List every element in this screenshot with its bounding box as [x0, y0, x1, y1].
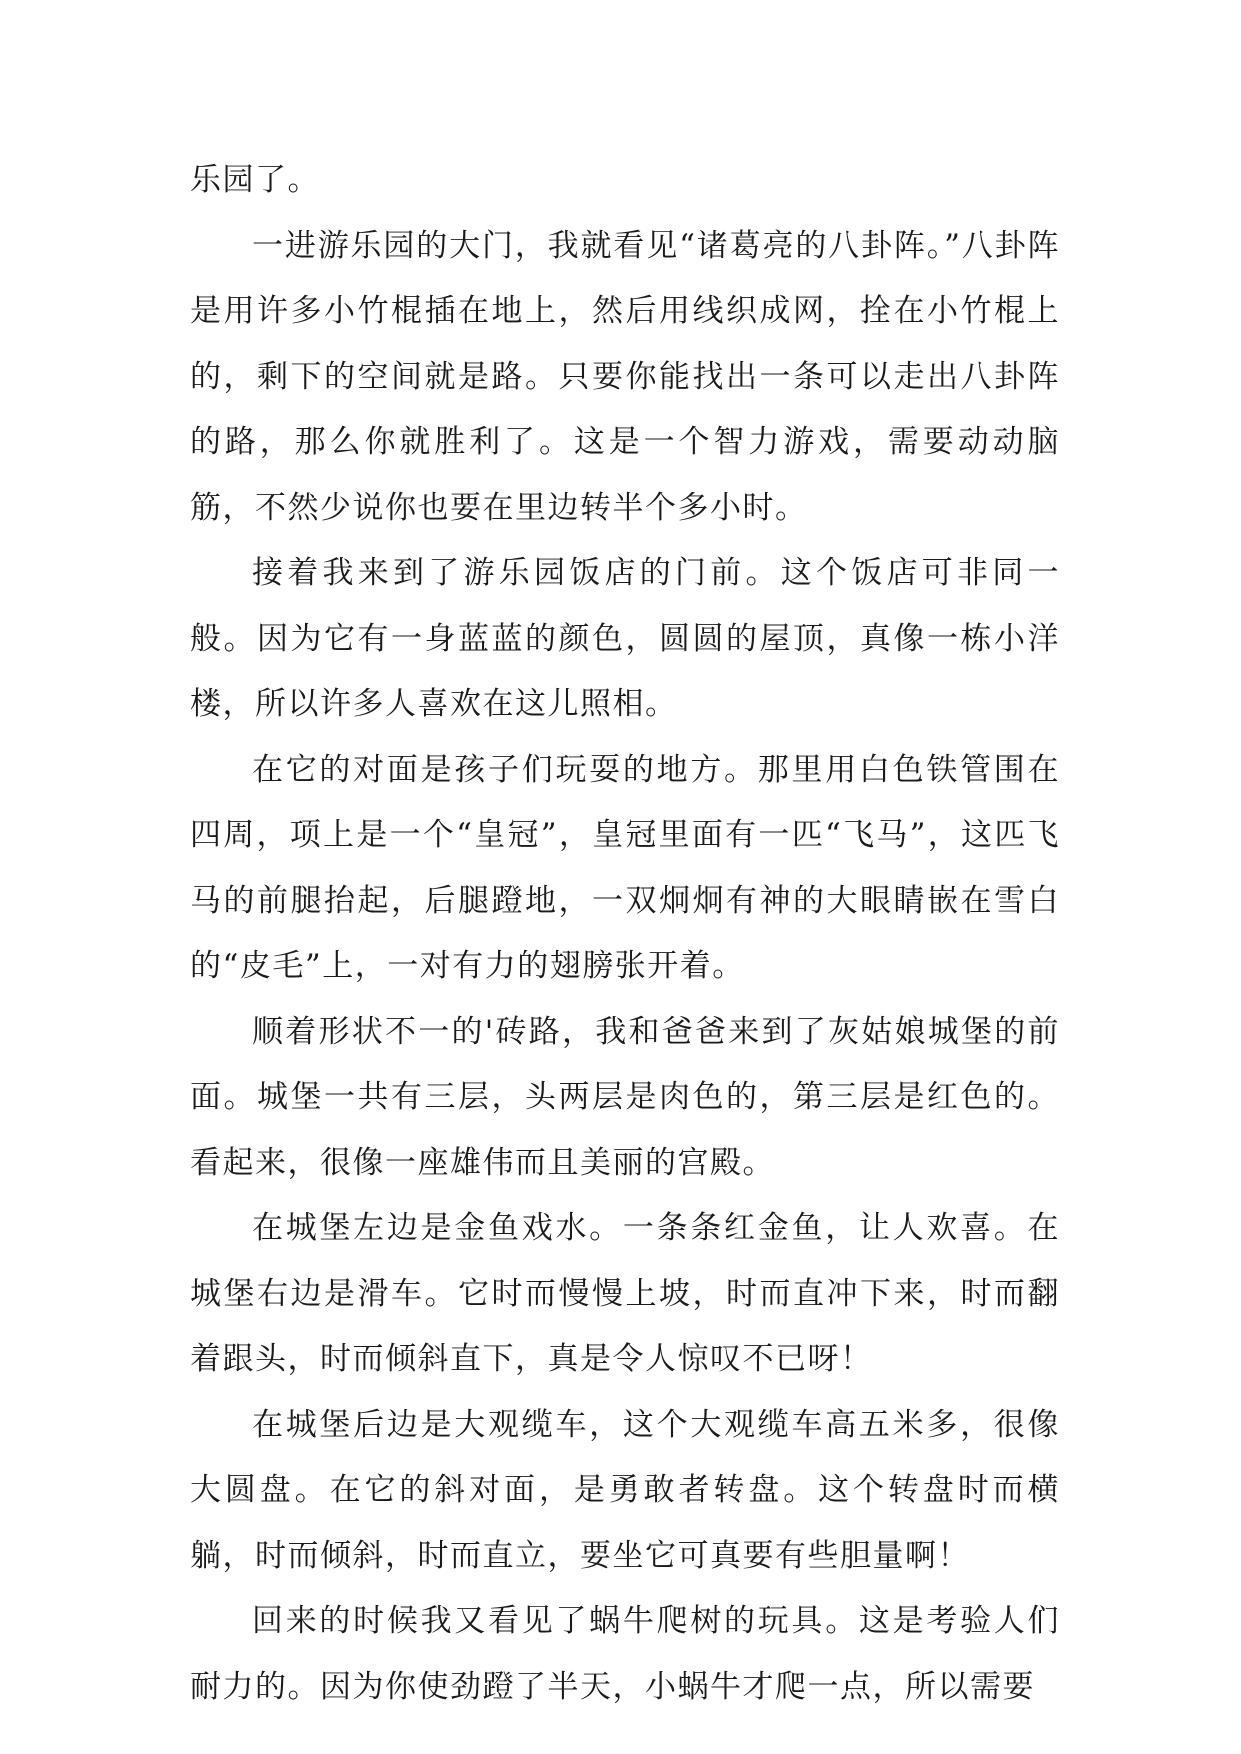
paragraph-2: 一进游乐园的大门，我就看见“诸葛亮的八卦阵。”八卦阵是用许多小竹棍插在地上，然后用线织成网，拴在小竹棍上的，剩下的空间就是路。只要你能找出一条可以走出八卦阵的路，那么你就胜利了。这是一个智力游戏，需要动动脑筋，不然少说你也要在里边转半个多小时。 [190, 227, 1060, 526]
paragraph-6: 在城堡左边是金鱼戏水。一条条红金鱼，让人欢喜。在城堡右边是滑车。它时而慢慢上坡，时而直冲下来，时而翻着跟头，时而倾斜直下，真是令人惊叹不已呀！ [190, 1210, 1060, 1377]
paragraph-3: 接着我来到了游乐园饭店的门前。这个饭店可非同一般。因为它有一身蓝蓝的颜色，圆圆的屋顶，真像一栋小洋楼，所以许多人喜欢在这儿照相。 [190, 555, 1060, 722]
paragraph-8: 回来的时候我又看见了蜗牛爬树的玩具。这是考验人们耐力的。因为你使劲蹬了半天，小蜗牛才爬一点，所以需要 [190, 1603, 1060, 1705]
paragraph-4: 在它的对面是孩子们玩耍的地方。那里用白色铁管围在四周，项上是一个“皇冠”，皇冠里面有一匹“飞马”，这匹飞马的前腿抬起，后腿蹬地，一双炯炯有神的大眼睛嵌在雪白的“皮毛”上，一对有力的翅膀张开着。 [190, 751, 1060, 984]
paragraph-5: 顺着形状不一的'砖路，我和爸爸来到了灰姑娘城堡的前面。城堡一共有三层，头两层是肉色的，第三层是红色的。看起来，很像一座雄伟而且美丽的宫殿。 [190, 1013, 1060, 1181]
paragraph-1: 乐园了。 [190, 162, 320, 198]
document-body [190, 148, 1060, 1720]
paragraph-7: 在城堡后边是大观缆车，这个大观缆车高五米多，很像大圆盘。在它的斜对面，是勇敢者转盘。这个转盘时而横躺，时而倾斜，时而直立，要坐它可真要有些胆量啊！ [190, 1406, 1060, 1574]
